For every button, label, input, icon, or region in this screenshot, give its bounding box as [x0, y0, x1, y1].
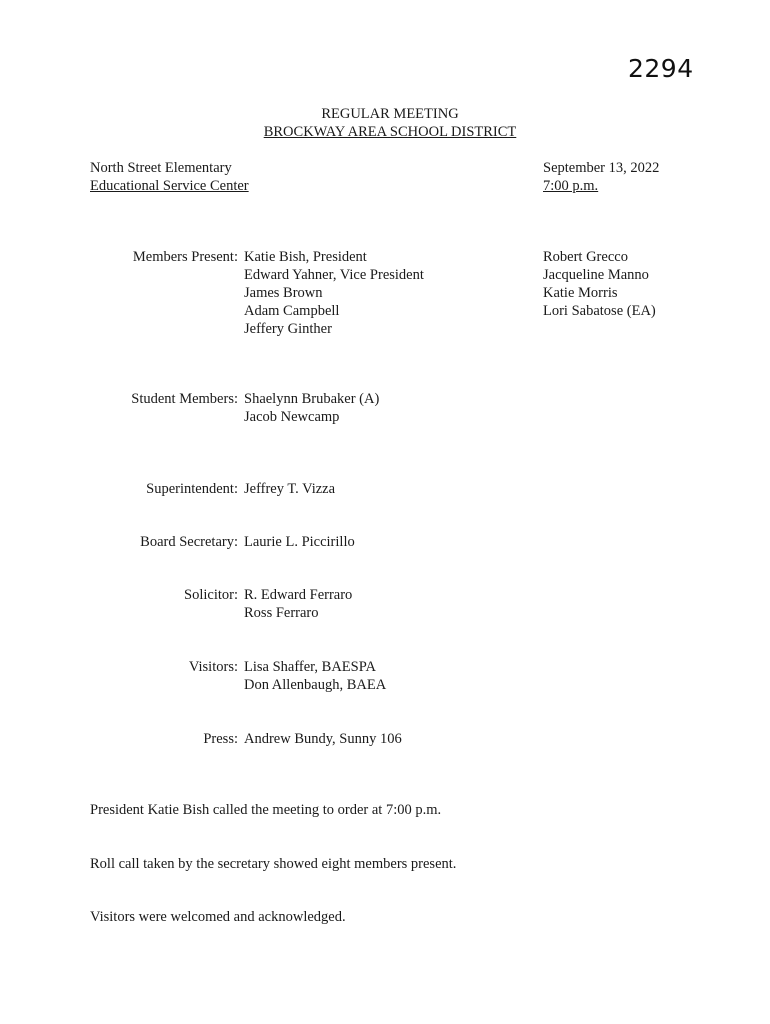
call-to-order-paragraph: President Katie Bish called the meeting to order at 7:00 p.m. — [90, 802, 442, 818]
solicitor-name: Ross Ferraro — [244, 605, 319, 621]
roll-call-paragraph: Roll call taken by the secretary showed eight members present. — [90, 856, 457, 872]
solicitor-label: Solicitor: — [184, 587, 238, 603]
member-name: Robert Grecco — [543, 249, 628, 265]
visitor-name: Don Allenbaugh, BAEA — [244, 677, 387, 693]
press-name: Andrew Bundy, Sunny 106 — [244, 731, 402, 747]
member-name: James Brown — [244, 285, 323, 301]
solicitor-name: R. Edward Ferraro — [244, 587, 353, 603]
meeting-title: REGULAR MEETING — [321, 106, 459, 122]
superintendent-name: Jeffrey T. Vizza — [244, 481, 336, 497]
member-name: Lori Sabatose (EA) — [543, 303, 656, 319]
visitors-list — [244, 658, 386, 694]
district-name: BROCKWAY AREA SCHOOL DISTRICT — [263, 124, 517, 140]
members-present-label: Members Present: — [132, 249, 238, 265]
member-name: Katie Bish, President — [244, 249, 367, 265]
member-name: Adam Campbell — [244, 303, 340, 319]
meeting-date: September 13, 2022 — [543, 160, 660, 176]
board-secretary-list — [244, 533, 355, 551]
members-present-right-list — [543, 248, 656, 320]
solicitor-list — [244, 586, 352, 622]
superintendent-list — [244, 480, 335, 498]
location-building: North Street Elementary — [90, 160, 232, 176]
visitor-name: Lisa Shaffer, BAESPA — [244, 659, 376, 675]
location-center: Educational Service Center — [90, 178, 249, 194]
member-name: Jeffery Ginther — [244, 321, 332, 337]
visitors-welcome-paragraph: Visitors were welcomed and acknowledged. — [90, 909, 346, 925]
visitors-label: Visitors: — [188, 659, 238, 675]
press-list — [244, 730, 402, 748]
student-member-name: Jacob Newcamp — [244, 409, 340, 425]
member-name: Katie Morris — [543, 285, 618, 301]
board-secretary-name: Laurie L. Piccirillo — [244, 534, 355, 550]
meeting-time: 7:00 p.m. — [543, 178, 599, 194]
student-members-list — [244, 390, 379, 426]
board-secretary-label: Board Secretary: — [140, 534, 238, 550]
student-member-name: Shaelynn Brubaker (A) — [244, 391, 380, 407]
member-name: Jacqueline Manno — [543, 267, 649, 283]
member-name: Edward Yahner, Vice President — [244, 267, 424, 283]
student-members-label: Student Members: — [131, 391, 238, 407]
press-label: Press: — [203, 731, 238, 747]
superintendent-label: Superintendent: — [146, 481, 238, 497]
page-number: 2294 — [628, 54, 694, 83]
members-present-left-list — [244, 248, 424, 338]
